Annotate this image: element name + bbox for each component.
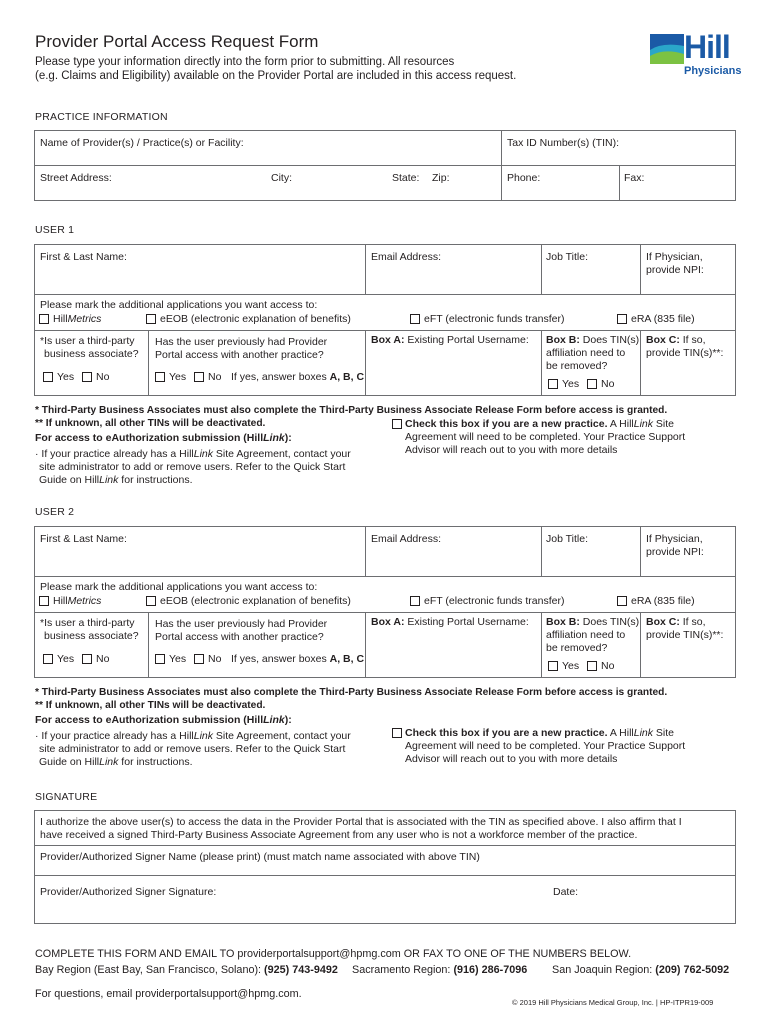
user2-eft-label: eFT (electronic funds transfer) [424, 595, 565, 607]
user1-box-b-line3: be removed? [546, 360, 608, 372]
user2-heading: USER 2 [35, 506, 75, 518]
signature-divider-1 [34, 845, 736, 846]
user2-row-divider-2 [34, 612, 736, 613]
user2-q1-no-label: No [96, 653, 110, 665]
practice-col-divider [501, 130, 502, 201]
user1-row-divider-2 [34, 330, 736, 331]
logo-word: Hill [684, 29, 730, 65]
user2-box-b-line3: be removed? [546, 642, 608, 654]
user1-col-divider-g [640, 330, 641, 396]
user1-eeob-label: eEOB (electronic explanation of benefits) [160, 313, 351, 325]
user2-q1-line1: *Is user a third-party [40, 617, 135, 629]
user1-boxb-yes-label: Yes [562, 378, 580, 390]
phone-field[interactable]: Phone: [507, 172, 541, 184]
user1-box-c-line2: provide TIN(s)**: [646, 347, 724, 359]
user2-q1-no-checkbox[interactable] [82, 654, 92, 664]
subtitle-line-2: (e.g. Claims and Eligibility) available on the Provider Portal are included in this access request. [35, 70, 517, 82]
practice-heading: PRACTICE INFORMATION [35, 111, 168, 123]
user1-eauth-line3: Guide on HillLink for instructions. [39, 474, 193, 486]
user1-new-practice-line1: Check this box if you are a new practice. A HillLink Site [405, 418, 675, 430]
subtitle-line-1: Please type your information directly into the form prior to submitting. All resources [35, 56, 455, 68]
fax-sacramento-region: Sacramento Region: (916) 286-7096 [352, 964, 528, 976]
user1-new-practice-checkbox[interactable] [392, 419, 402, 429]
user2-row-divider-1 [34, 576, 736, 577]
user1-email-field[interactable]: Email Address: [371, 251, 442, 263]
hill-physicians-logo [650, 29, 742, 80]
user2-q2-no-checkbox[interactable] [194, 654, 204, 664]
user1-col-divider-d [148, 330, 149, 396]
user1-eauth-line1: · If your practice already has a HillLink Site Agreement, contact your [35, 448, 351, 460]
user2-boxb-yes-label: Yes [562, 660, 580, 672]
signature-date-field[interactable]: Date: [553, 886, 579, 898]
user1-q1-no-label: No [96, 371, 110, 383]
user1-eauth-heading: For access to eAuthorization submission (HillLink): [35, 432, 292, 444]
phone-fax-divider [619, 165, 620, 201]
user2-box-a-field[interactable]: Box A: Existing Portal Username: [371, 616, 529, 628]
fax-field[interactable]: Fax: [624, 172, 645, 184]
user1-q2-line1: Has the user previously had Provider [155, 336, 328, 348]
fax-san-joaquin-region: San Joaquin Region: (209) 762-5092 [552, 964, 730, 976]
user1-q2-no-checkbox[interactable] [194, 372, 204, 382]
user1-q1-line1: *Is user a third-party [40, 335, 135, 347]
user1-era-checkbox[interactable] [617, 314, 627, 324]
user2-new-practice-line2: Agreement will need to be completed. Your Practice Support [405, 740, 686, 752]
user2-box-c-line1[interactable]: Box C: If so, [646, 616, 706, 628]
user1-box-b-line2: affiliation need to [546, 347, 626, 359]
user1-hillmetrics-checkbox[interactable] [39, 314, 49, 324]
user1-col-divider-a [365, 244, 366, 294]
user1-eauth-line2: site administrator to add or remove users. Refer to the Quick Start [39, 461, 346, 473]
user2-job-field[interactable]: Job Title: [546, 533, 589, 545]
tin-field[interactable]: Tax ID Number(s) (TIN): [507, 137, 620, 149]
user1-job-field[interactable]: Job Title: [546, 251, 589, 263]
user2-new-practice-line3: Advisor will reach out to you with more details [405, 753, 618, 765]
user1-row-divider-1 [34, 294, 736, 295]
user2-email-field[interactable]: Email Address: [371, 533, 442, 545]
page-title: Provider Portal Access Request Form [35, 32, 319, 51]
user2-q1-line2: business associate? [44, 630, 139, 642]
user2-eft-checkbox[interactable] [410, 596, 420, 606]
signer-signature-field[interactable]: Provider/Authorized Signer Signature: [40, 886, 217, 898]
user2-box-b-line1: Box B: Does TIN(s) [546, 616, 640, 628]
user1-npi-label-2: provide NPI: [646, 264, 704, 276]
user2-q2-line2: Portal access with another practice? [155, 631, 324, 643]
zip-field[interactable]: Zip: [432, 172, 450, 184]
logo-sub: Physicians [684, 65, 742, 77]
logo-mark-icon [650, 34, 684, 64]
user1-new-practice-line3: Advisor will reach out to you with more details [405, 444, 618, 456]
user1-q1-line2: business associate? [44, 348, 139, 360]
user2-col-divider-d [148, 612, 149, 678]
user2-eauth-line3: Guide on HillLink for instructions. [39, 756, 193, 768]
user1-heading: USER 1 [35, 224, 75, 236]
user2-q2-yes-label: Yes [169, 653, 187, 665]
user2-npi-label-1[interactable]: If Physician, [646, 533, 703, 545]
user1-new-practice-line2: Agreement will need to be completed. Your Practice Support [405, 431, 686, 443]
user1-hillmetrics-label: HillMetrics [53, 313, 102, 325]
user1-boxb-yes-checkbox[interactable] [548, 379, 558, 389]
user2-era-label: eRA (835 file) [631, 595, 695, 607]
user2-q1-yes-label: Yes [57, 653, 75, 665]
fax-bay-region: Bay Region (East Bay, San Francisco, Solano): (925) 743-9492 [35, 964, 338, 976]
user1-q2-line2: Portal access with another practice? [155, 349, 324, 361]
signature-heading: SIGNATURE [35, 791, 98, 803]
user1-boxb-no-label: No [601, 378, 615, 390]
practice-name-field[interactable]: Name of Provider(s) / Practice(s) or Facility: [40, 137, 244, 149]
signer-name-field[interactable]: Provider/Authorized Signer Name (please print) (must match name associated with above TIN) [40, 851, 480, 863]
user2-box-c-line2: provide TIN(s)**: [646, 629, 724, 641]
copyright: © 2019 Hill Physicians Medical Group, Inc. | HP-ITPR19-009 [512, 998, 714, 1007]
user2-q2-yes-checkbox[interactable] [155, 654, 165, 664]
user1-npi-label-1[interactable]: If Physician, [646, 251, 703, 263]
user2-eeob-label: eEOB (electronic explanation of benefits) [160, 595, 351, 607]
user1-boxb-no-checkbox[interactable] [587, 379, 597, 389]
user2-col-divider-b [541, 526, 542, 576]
user2-hillmetrics-label: HillMetrics [53, 595, 102, 607]
user1-box-b-line1: Box B: Does TIN(s) [546, 334, 640, 346]
user2-col-divider-a [365, 526, 366, 576]
user2-col-divider-f [541, 612, 542, 678]
user1-note-2: ** If unknown, all other TINs will be deactivated. [35, 418, 266, 429]
user1-eft-label: eFT (electronic funds transfer) [424, 313, 565, 325]
practice-divider [34, 165, 736, 166]
user1-ifyes-text: If yes, answer boxes A, B, C [231, 371, 365, 383]
user1-box-c-line1[interactable]: Box C: If so, [646, 334, 706, 346]
user2-note-2: ** If unknown, all other TINs will be deactivated. [35, 700, 266, 711]
user2-eauth-line2: site administrator to add or remove users. Refer to the Quick Start [39, 743, 346, 755]
user2-era-checkbox[interactable] [617, 596, 627, 606]
footer-instructions: COMPLETE THIS FORM AND EMAIL TO providerportalsupport@hpmg.com OR FAX TO ONE OF THE NUMBERS BELOW. [35, 948, 632, 960]
user1-eeob-checkbox[interactable] [146, 314, 156, 324]
user1-era-label: eRA (835 file) [631, 313, 695, 325]
user2-col-divider-c [640, 526, 641, 576]
user2-q1-yes-checkbox[interactable] [43, 654, 53, 664]
user1-col-divider-c [640, 244, 641, 294]
user2-boxb-no-checkbox[interactable] [587, 661, 597, 671]
user2-new-practice-line1: Check this box if you are a new practice. A HillLink Site [405, 727, 675, 739]
user2-col-divider-e [365, 612, 366, 678]
user1-name-field[interactable]: First & Last Name: [40, 251, 127, 263]
user1-q2-yes-checkbox[interactable] [155, 372, 165, 382]
user2-eeob-checkbox[interactable] [146, 596, 156, 606]
user2-name-field[interactable]: First & Last Name: [40, 533, 127, 545]
user2-hillmetrics-checkbox[interactable] [39, 596, 49, 606]
user2-apps-prompt: Please mark the additional applications you want access to: [40, 581, 318, 593]
questions-line: For questions, email providerportalsupport@hpmg.com. [35, 988, 302, 1000]
user1-q1-no-checkbox[interactable] [82, 372, 92, 382]
user2-npi-label-2: provide NPI: [646, 546, 704, 558]
user2-box-b-line2: affiliation need to [546, 629, 626, 641]
user2-ifyes-text: If yes, answer boxes A, B, C [231, 653, 365, 665]
user1-apps-prompt: Please mark the additional applications you want access to: [40, 299, 318, 311]
user1-q2-yes-label: Yes [169, 371, 187, 383]
user2-q2-no-label: No [208, 653, 222, 665]
user1-eft-checkbox[interactable] [410, 314, 420, 324]
user2-eauth-line1: · If your practice already has a HillLink Site Agreement, contact your [35, 730, 351, 742]
user1-q1-yes-label: Yes [57, 371, 75, 383]
user2-boxb-no-label: No [601, 660, 615, 672]
user2-note-1: * Third-Party Business Associates must also complete the Third-Party Business Associate Release Form before access is granted. [35, 687, 668, 698]
user2-q2-line1: Has the user previously had Provider [155, 618, 328, 630]
state-field[interactable]: State: [392, 172, 420, 184]
user1-col-divider-b [541, 244, 542, 294]
user2-boxb-yes-checkbox[interactable] [548, 661, 558, 671]
user1-q2-no-label: No [208, 371, 222, 383]
user1-note-1: * Third-Party Business Associates must also complete the Third-Party Business Associate Release Form before access is granted. [35, 405, 668, 416]
user1-col-divider-e [365, 330, 366, 396]
user2-eauth-heading: For access to eAuthorization submission (HillLink): [35, 714, 292, 726]
user1-box-a-field[interactable]: Box A: Existing Portal Username: [371, 334, 529, 346]
user2-col-divider-g [640, 612, 641, 678]
signature-auth-line1: I authorize the above user(s) to access the data in the Provider Portal that is associated with the TIN as specified above. I also affirm that I [40, 816, 682, 828]
city-field[interactable]: City: [271, 172, 292, 184]
user1-q1-yes-checkbox[interactable] [43, 372, 53, 382]
signature-auth-line2: have received a signed Third-Party Business Associate Agreement from any user who is not a workforce member of the practice. [40, 829, 638, 841]
user2-new-practice-checkbox[interactable] [392, 728, 402, 738]
user1-col-divider-f [541, 330, 542, 396]
signature-divider-2 [34, 875, 736, 876]
street-field[interactable]: Street Address: [40, 172, 112, 184]
